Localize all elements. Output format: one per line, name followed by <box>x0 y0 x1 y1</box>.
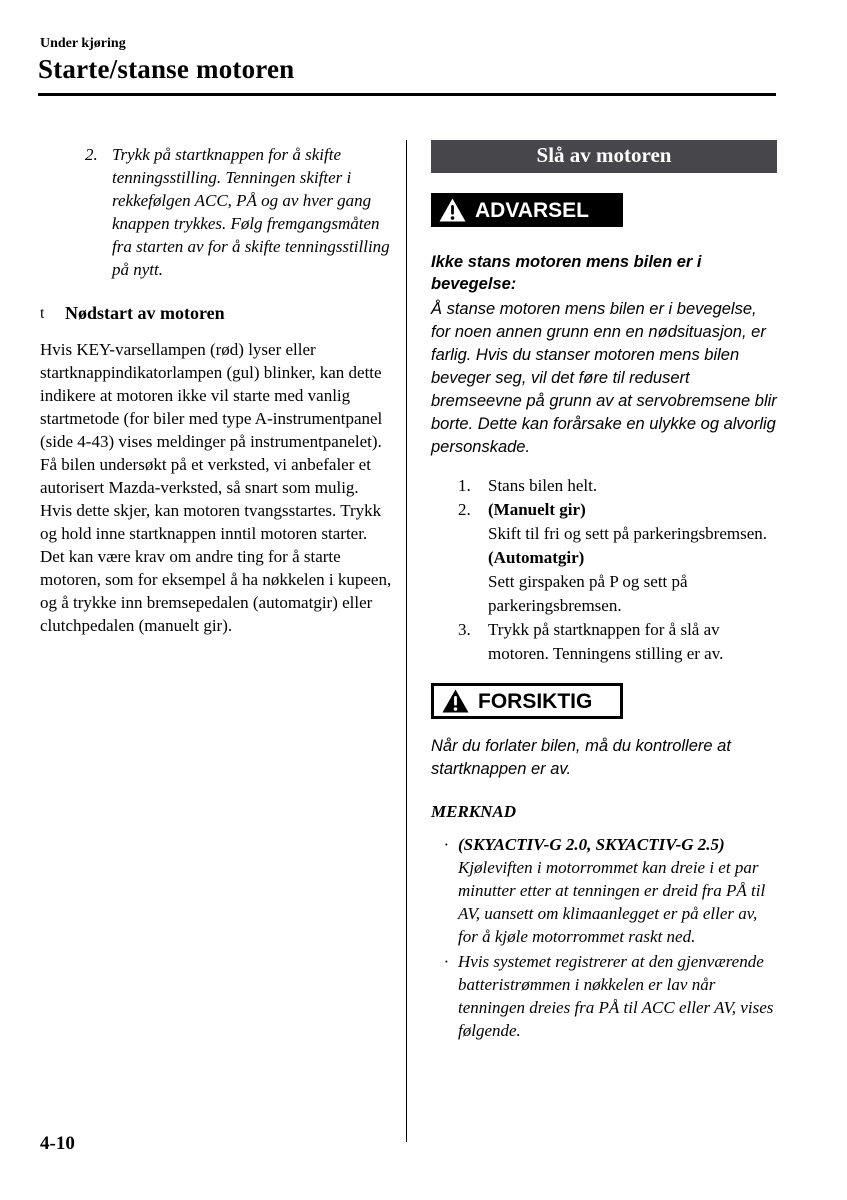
subheading-emergency-start <box>40 302 392 325</box>
note-bullet-skyactiv <box>444 833 777 948</box>
step-number: 2. <box>85 145 98 164</box>
section-banner: Slå av motoren <box>431 140 777 173</box>
warning-body: Å stanse motoren mens bilen er i bevegelse, for noen annen grunn enn en nødsituasjon, er farlig. Hvis du stanser motoren mens bilen beveger seg, vil det føre til redusert bremseevne på grunn av at servobremsene blir borte. Dette kan forårsake en ulykke og alvorlig personskade. <box>431 300 777 456</box>
step-number: 1. <box>458 476 471 495</box>
step-3 <box>458 618 777 666</box>
step-line-automatic-gear: (Automatgir) <box>488 548 585 567</box>
page-number: 4-10 <box>40 1133 75 1154</box>
subheading-label: Nødstart av motoren <box>65 303 225 323</box>
column-divider <box>406 140 407 1142</box>
note-bullet-battery <box>444 950 777 1042</box>
warning-label: ADVARSEL <box>475 198 589 222</box>
step-text: Trykk på startknappen for å skifte tenningsstilling. Tenningen skifter i rekkefølgen ACC, PÅ og av hver gang knappen trykkes. Følg fremgangsmåten fra starten av for å skifte tenningsstilling på nytt. <box>112 145 390 279</box>
bullet-text: Hvis systemet registrerer at den gjenværende batteristrømmen i nøkkelen er lav når tenningen dreies fra PÅ til ACC eller AV, vises følgende. <box>458 952 774 1040</box>
bullet-marker: · <box>444 835 449 854</box>
caution-banner <box>431 683 623 719</box>
title-rule <box>38 93 776 96</box>
left-column <box>40 143 392 637</box>
warning-triangle-icon <box>439 198 466 222</box>
bullet-text: Kjøleviften i motorrommet kan dreie i et par minutter etter at tenningen er dreid fra PÅ til AV, uansett om klimaanlegget er på eller av, for å kjøle motorrommet raskt ned. <box>458 858 766 946</box>
body-paragraph: Hvis KEY-varsellampen (rød) lyser eller startknappindikatorlampen (gul) blinker, kan dette indikere at motoren ikke vil starte med vanlig startmetode (for biler med type A-instrumentpanel (side 4-43) vises meldinger på instrumentpanelet). Få bilen undersøkt på et verksted, vi anbefaler et autorisert Mazda-verksted, så snart som mulig. Hvis dette skjer, kan motoren tvangsstartes. Trykk og hold inne startknappen inntil motoren starter. Det kan være krav om andre ting for å starte motoren, som for eksempel å ha nøkkelen i kupeen, og å trykke inn bremsepedalen (automatgir) eller clutchpedalen (manuelt gir). <box>40 340 392 635</box>
caution-body: Når du forlater bilen, må du kontrollere at startknappen er av. <box>431 737 731 778</box>
warning-triangle-icon <box>442 689 469 713</box>
warning-heading: Ikke stans motoren mens bilen er i bevegelse: <box>431 253 702 293</box>
bullet-lead: (SKYACTIV-G 2.0, SKYACTIV-G 2.5) <box>458 835 725 854</box>
page-title: Starte/stanse motoren <box>38 54 295 84</box>
step-1 <box>458 474 777 498</box>
step-line: Sett girspaken på P og sett på parkeringsbremsen. <box>488 572 688 615</box>
right-column <box>431 140 777 1042</box>
step-number: 3. <box>458 620 471 639</box>
step-number: 2. <box>458 500 471 519</box>
note-label: MERKNAD <box>431 802 517 821</box>
subheading-marker-icon: t <box>40 305 45 322</box>
shutdown-steps <box>431 474 777 666</box>
step-line-manual-gear: (Manuelt gir) <box>488 500 586 519</box>
procedure-step-2 <box>85 143 392 281</box>
step-line: Stans bilen helt. <box>488 476 598 495</box>
step-line: Skift til fri og sett på parkeringsbremsen. <box>488 524 768 543</box>
warning-banner <box>431 193 623 227</box>
bullet-marker: · <box>444 952 449 971</box>
section-label: Under kjøring <box>40 36 126 51</box>
caution-label: FORSIKTIG <box>478 689 593 713</box>
step-line: Trykk på startknappen for å slå av motoren. Tenningens stilling er av. <box>488 620 724 663</box>
step-2 <box>458 498 777 618</box>
note-bullets <box>431 833 777 1042</box>
